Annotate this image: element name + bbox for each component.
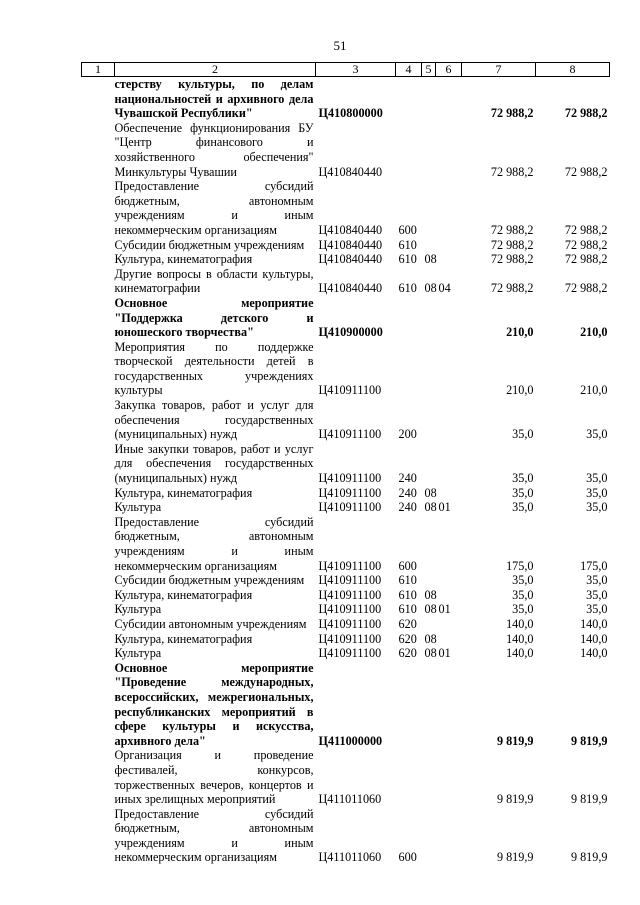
row-target-code: Ц411011060 <box>318 850 382 865</box>
row-expense-type: 240 <box>398 500 417 515</box>
row-expense-type: 610 <box>398 602 417 617</box>
table-row <box>82 515 610 573</box>
row-amount-col7: 35,0 <box>512 485 534 500</box>
row-amount-col7: 72 988,2 <box>490 106 534 121</box>
row-section: 08 <box>424 252 437 267</box>
row-amount-col8: 35,0 <box>586 427 608 442</box>
row-expense-type: 620 <box>398 631 417 646</box>
row-subsection <box>436 617 462 632</box>
row-section <box>422 573 436 588</box>
row-name: Организация и проведение фестивалей, конкурсов, торжественных вечеров, концертов и иных зрелищных мероприятий <box>114 748 314 807</box>
row-name: Субсидии автономным учреждениям <box>114 616 307 631</box>
row-expense-type: 600 <box>398 222 417 237</box>
table-row <box>82 602 610 617</box>
table-row <box>82 646 610 661</box>
row-target-code: Ц410911100 <box>318 500 382 515</box>
row-subsection: 04 <box>438 281 451 296</box>
row-target-code: Ц411000000 <box>318 733 383 748</box>
row-amount-col8: 35,0 <box>586 602 608 617</box>
row-name: Закупка товаров, работ и услуг для обеспечения государственных (муниципальных) нужд <box>114 398 314 442</box>
column-header-2: 2 <box>115 63 316 77</box>
row-name: Предоставление субсидий бюджетным, автономным учреждениям и иным некоммерческим организациям <box>114 179 314 237</box>
row-expense-type <box>396 661 422 749</box>
row-section: 08 <box>424 281 437 296</box>
row-name: Культура, кинематография <box>114 587 253 602</box>
page-number: 51 <box>333 38 347 53</box>
row-amount-col8: 140,0 <box>580 616 608 631</box>
row-subsection <box>436 179 462 237</box>
row-subsection <box>436 588 462 603</box>
row-amount-col8: 72 988,2 <box>564 252 608 267</box>
row-subsection <box>436 748 462 806</box>
table-row <box>82 267 610 296</box>
row-name: Субсидии бюджетным учреждениям <box>114 573 305 588</box>
row-expense-type: 610 <box>398 573 417 588</box>
row-section <box>422 661 436 749</box>
table-row <box>82 486 610 501</box>
row-subsection: 01 <box>438 646 451 661</box>
row-amount-col7: 35,0 <box>512 602 534 617</box>
row-amount-col8: 72 988,2 <box>564 106 608 121</box>
row-name: Основное мероприятие "Поддержка детского и юношеского творчества" <box>114 295 314 340</box>
row-target-code: Ц410911100 <box>318 631 382 646</box>
row-subsection <box>436 486 462 501</box>
table-row <box>82 661 610 749</box>
header-row <box>82 63 610 77</box>
row-target-code: Ц410911100 <box>318 573 382 588</box>
row-target-code: Ц410900000 <box>318 325 383 340</box>
row-subsection: 01 <box>438 602 451 617</box>
row-section <box>422 442 436 486</box>
row-name: Культура, кинематография <box>114 485 253 500</box>
row-target-code: Ц410911100 <box>318 616 382 631</box>
row-target-code: Ц410911100 <box>318 646 382 661</box>
row-expense-type: 610 <box>398 237 417 252</box>
row-name: Основное мероприятие "Проведение международных, всероссийских, межрегиональных, республиканских мероприятий в сфере культуры и искусства, архивного дела" <box>114 660 314 748</box>
row-amount-col7: 210,0 <box>506 325 534 340</box>
row-target-code: Ц410840440 <box>318 281 383 296</box>
table-row <box>82 573 610 588</box>
row-target-code: Ц410911100 <box>318 383 382 398</box>
row-amount-col8: 140,0 <box>580 631 608 646</box>
row-target-code: Ц410911100 <box>318 602 382 617</box>
row-name: Культура, кинематография <box>114 631 253 646</box>
row-amount-col8: 210,0 <box>580 383 608 398</box>
table-row <box>82 588 610 603</box>
row-subsection <box>436 807 462 865</box>
row-expense-type: 240 <box>398 485 417 500</box>
row-section: 08 <box>424 602 437 617</box>
row-expense-type <box>396 77 422 121</box>
row-target-code: Ц410911100 <box>318 587 382 602</box>
row-section: 08 <box>424 646 437 661</box>
row-amount-col7: 35,0 <box>512 587 534 602</box>
row-target-code: Ц410911100 <box>318 558 382 573</box>
budget-table <box>81 62 610 865</box>
row-name: Предоставление субсидий бюджетным, автономным учреждениям и иным некоммерческим организациям <box>114 806 314 865</box>
row-name: Субсидии бюджетным учреждениям <box>114 237 305 252</box>
row-target-code: Ц410911100 <box>318 427 382 442</box>
row-expense-type: 610 <box>398 281 417 296</box>
row-amount-col7: 140,0 <box>506 646 534 661</box>
row-section <box>422 179 436 237</box>
row-amount-col7: 35,0 <box>512 500 534 515</box>
row-expense-type: 610 <box>398 252 417 267</box>
table-body <box>82 77 610 866</box>
row-name: Культура <box>114 646 162 661</box>
row-name: стерству культуры, по делам национальностей и архивного дела Чувашской Республики" <box>114 77 314 121</box>
table-row <box>82 296 610 340</box>
row-amount-col7: 175,0 <box>506 558 534 573</box>
row-amount-col7: 35,0 <box>512 573 534 588</box>
row-expense-type: 200 <box>398 427 417 442</box>
row-amount-col7: 140,0 <box>506 631 534 646</box>
row-amount-col8: 35,0 <box>586 587 608 602</box>
row-expense-type <box>396 121 422 179</box>
row-amount-col8: 35,0 <box>586 471 608 486</box>
table-row <box>82 398 610 442</box>
row-target-code: Ц410800000 <box>318 106 383 121</box>
row-amount-col7: 72 988,2 <box>490 252 534 267</box>
row-amount-col8: 9 819,9 <box>570 850 608 865</box>
row-amount-col7: 72 988,2 <box>490 164 534 179</box>
table-row <box>82 179 610 237</box>
table-row <box>82 238 610 253</box>
row-section: 08 <box>424 587 437 602</box>
row-name: Иные закупки товаров, работ и услуг для обеспечения государственных (муниципальных) нужд <box>114 441 314 486</box>
row-target-code: Ц410911100 <box>318 485 382 500</box>
row-section: 08 <box>424 500 437 515</box>
row-amount-col8: 72 988,2 <box>564 281 608 296</box>
table-row <box>82 748 610 806</box>
row-amount-col7: 9 819,9 <box>496 850 534 865</box>
table-row <box>82 77 610 121</box>
row-amount-col7: 35,0 <box>512 427 534 442</box>
row-amount-col7: 9 819,9 <box>496 792 534 807</box>
row-section <box>422 398 436 442</box>
row-section <box>422 121 436 179</box>
row-amount-col8: 140,0 <box>580 646 608 661</box>
row-target-code: Ц410840440 <box>318 237 383 252</box>
row-name: Мероприятия по поддержке творческой деятельности детей в государственных учреждениях культуры <box>114 339 314 398</box>
row-name: Культура, кинематография <box>114 252 253 267</box>
column-header-7: 7 <box>462 63 536 77</box>
row-target-code: Ц410840440 <box>318 252 383 267</box>
row-amount-col7: 35,0 <box>512 471 534 486</box>
column-header-3: 3 <box>316 63 396 77</box>
row-subsection: 01 <box>438 500 451 515</box>
row-target-code: Ц410911100 <box>318 471 382 486</box>
table-row <box>82 340 610 398</box>
table-row <box>82 500 610 515</box>
row-amount-col8: 72 988,2 <box>564 164 608 179</box>
row-name: Обеспечение функционирования БУ "Центр финансового и хозяйственного обеспечения" Минкультуры Чувашии <box>114 120 314 179</box>
row-amount-col7: 72 988,2 <box>490 222 534 237</box>
row-subsection <box>436 632 462 647</box>
column-header-4: 4 <box>396 63 422 77</box>
row-amount-col8: 175,0 <box>580 558 608 573</box>
row-subsection <box>436 340 462 398</box>
row-target-code: Ц411011060 <box>318 792 382 807</box>
row-amount-col7: 140,0 <box>506 616 534 631</box>
row-amount-col7: 72 988,2 <box>490 281 534 296</box>
row-section: 08 <box>424 485 437 500</box>
row-section <box>422 77 436 121</box>
row-target-code: Ц410840440 <box>318 222 383 237</box>
row-subsection <box>436 398 462 442</box>
row-subsection <box>436 573 462 588</box>
row-amount-col8: 210,0 <box>580 325 608 340</box>
row-section <box>422 617 436 632</box>
column-header-8: 8 <box>536 63 610 77</box>
row-subsection <box>436 238 462 253</box>
row-amount-col8: 35,0 <box>586 485 608 500</box>
row-amount-col8: 72 988,2 <box>564 222 608 237</box>
row-expense-type: 600 <box>398 850 417 865</box>
row-expense-type <box>396 340 422 398</box>
row-amount-col7: 9 819,9 <box>496 733 534 748</box>
row-section <box>422 340 436 398</box>
row-expense-type: 610 <box>398 587 417 602</box>
row-expense-type: 600 <box>398 558 417 573</box>
column-header-5: 5 <box>422 63 436 77</box>
row-subsection <box>436 661 462 749</box>
row-section <box>422 748 436 806</box>
row-expense-type: 620 <box>398 616 417 631</box>
row-section: 08 <box>424 631 437 646</box>
row-section <box>422 807 436 865</box>
row-expense-type: 240 <box>398 471 417 486</box>
row-subsection <box>436 252 462 267</box>
row-name: Предоставление субсидий бюджетным, автономным учреждениям и иным некоммерческим организациям <box>114 514 314 573</box>
row-amount-col8: 35,0 <box>586 500 608 515</box>
row-amount-col8: 9 819,9 <box>570 733 608 748</box>
row-subsection <box>436 442 462 486</box>
column-header-6: 6 <box>436 63 462 77</box>
row-amount-col8: 9 819,9 <box>570 792 608 807</box>
row-amount-col7: 210,0 <box>506 383 534 398</box>
row-amount-col7: 72 988,2 <box>490 237 534 252</box>
row-subsection <box>436 296 462 340</box>
row-expense-type: 620 <box>398 646 417 661</box>
row-amount-col8: 35,0 <box>586 573 608 588</box>
table-row <box>82 252 610 267</box>
table-row <box>82 121 610 179</box>
table-row <box>82 442 610 486</box>
row-target-code: Ц410840440 <box>318 164 383 179</box>
row-subsection <box>436 515 462 573</box>
table-row <box>82 807 610 865</box>
row-expense-type <box>396 748 422 806</box>
row-section <box>422 296 436 340</box>
row-subsection <box>436 121 462 179</box>
row-section <box>422 515 436 573</box>
row-expense-type <box>396 296 422 340</box>
row-section <box>422 238 436 253</box>
table-row <box>82 632 610 647</box>
column-header-1: 1 <box>82 63 115 77</box>
table-row <box>82 617 610 632</box>
row-name: Культура <box>114 500 162 515</box>
row-amount-col8: 72 988,2 <box>564 237 608 252</box>
row-subsection <box>436 77 462 121</box>
row-name: Другие вопросы в области культуры, кинематографии <box>114 266 314 296</box>
row-name: Культура <box>114 602 162 617</box>
